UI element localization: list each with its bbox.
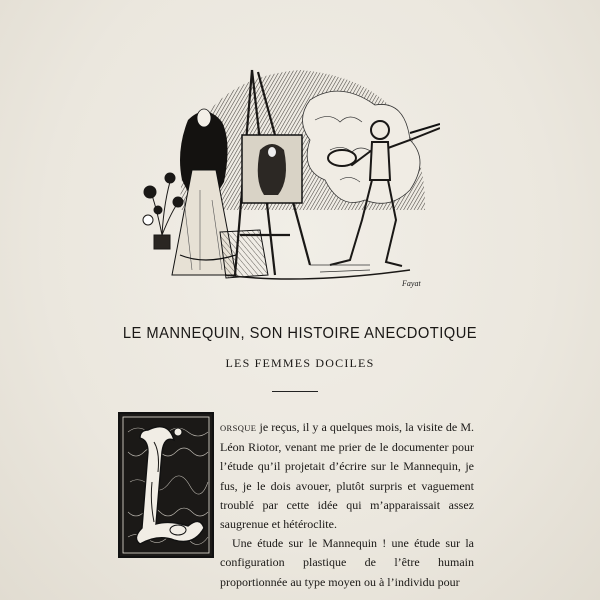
chapter-title: LE MANNEQUIN, SON HISTOIRE ANECDOTIQUE (122, 325, 478, 342)
body-text (220, 418, 474, 592)
title-divider (272, 391, 318, 392)
illustration-signature: Fayat (402, 279, 421, 288)
mannequin-painter-easel-illustration (140, 60, 440, 290)
first-word-small-caps: ORSQUE (220, 423, 257, 433)
paragraph-1 (220, 418, 474, 534)
paragraph-1-text: je reçus, il y a quelques mois, la visite de M. Léon Riotor, venant me prier de le documenter pour l’étude qu’il projetait d’écrire sur le Mannequin, je fus, je le dois avouer, plutôt surpris et vaguement troublé par cette idée qui m’apparaissait assez saugrenue et hétéroclite. (220, 420, 474, 532)
ornamental-initial-L (118, 412, 214, 558)
chapter-subtitle: LES FEMMES DOCILES (225, 356, 375, 370)
paragraph-2: Une étude sur le Mannequin ! une étude sur la configuration plastique de l’être humain proportionnée au type moyen ou à l’individu pour (220, 536, 474, 589)
